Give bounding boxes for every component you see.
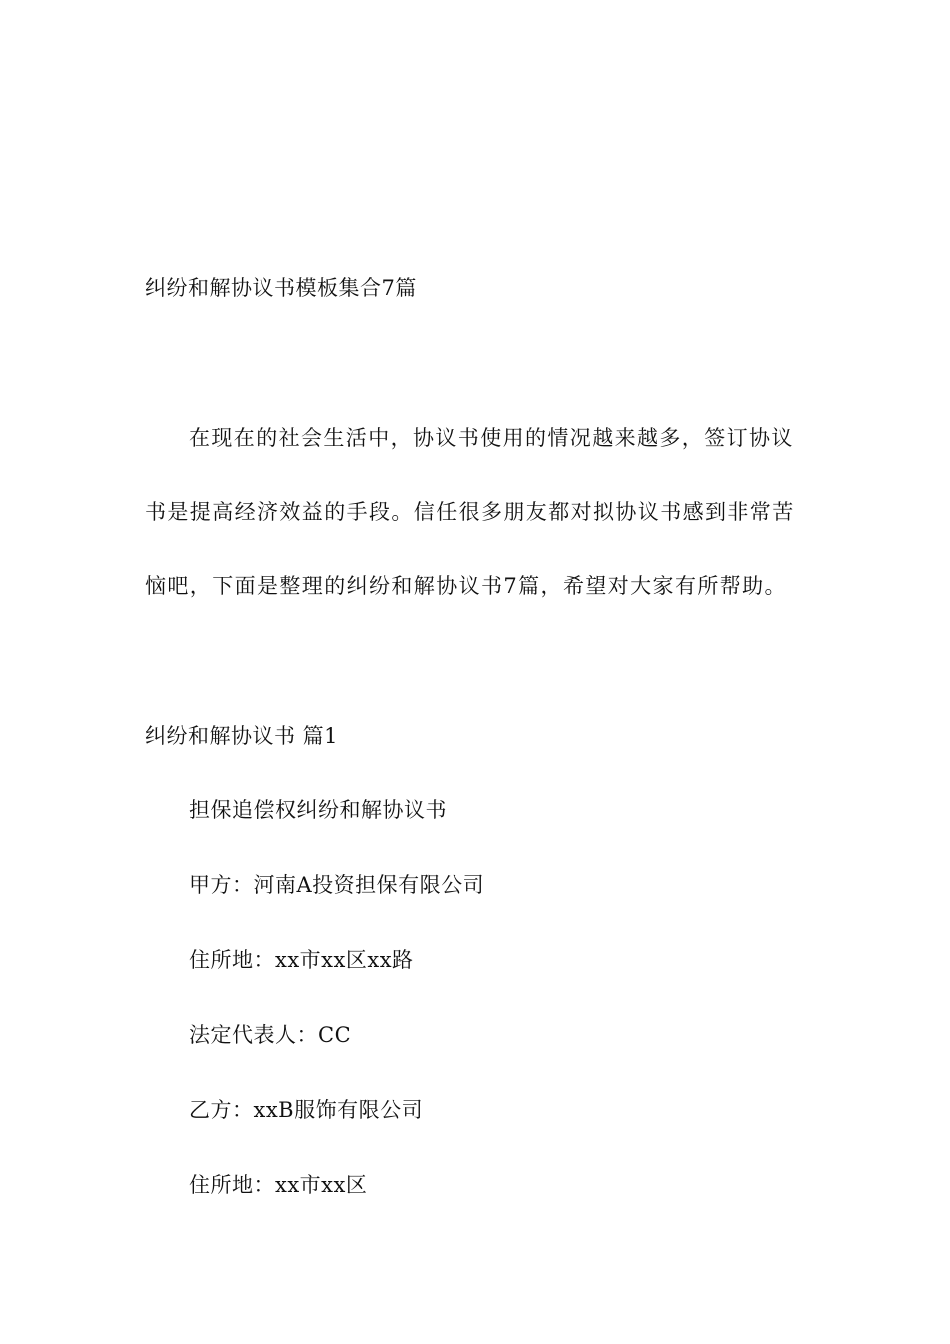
party-a: 甲方：河南A投资担保有限公司 xyxy=(189,873,485,897)
section-heading: 纠纷和解协议书 篇1 xyxy=(145,724,339,748)
legal-representative: 法定代表人：CC xyxy=(189,1023,352,1047)
document-title: 纠纷和解协议书模板集合7篇 xyxy=(145,276,417,300)
intro-line-3: 恼吧，下面是整理的纠纷和解协议书7篇，希望对大家有所帮助。 xyxy=(145,574,787,598)
agreement-title: 担保追偿权纠纷和解协议书 xyxy=(189,798,447,822)
party-b-address: 住所地：xx市xx区 xyxy=(189,1173,368,1197)
intro-line-2: 书是提高经济效益的手段。信任很多朋友都对拟协议书感到非常苦 xyxy=(145,500,795,524)
intro-line-1: 在现在的社会生活中，协议书使用的情况越来越多，签订协议 xyxy=(189,426,794,450)
party-b: 乙方：xxB服饰有限公司 xyxy=(189,1098,424,1122)
party-a-address: 住所地：xx市xx区xx路 xyxy=(189,948,414,972)
